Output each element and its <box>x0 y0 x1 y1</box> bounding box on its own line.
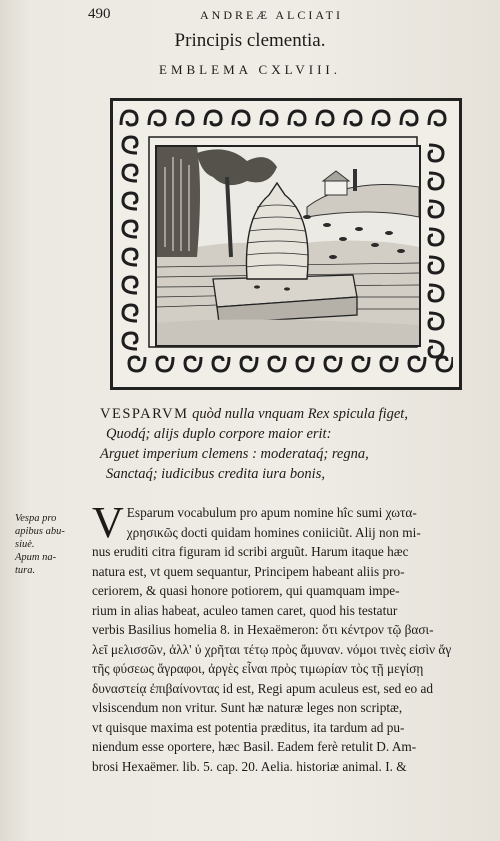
margin-note-line: Apum na- <box>15 552 57 563</box>
commentary-line: ceriorem, & quasi honore potiorem, qui quamquam impe- <box>92 583 400 598</box>
drop-cap: V <box>92 498 124 547</box>
commentary-line: λεῖ μελισσῶν, ἀλλ' ὐ χρῆται τέτῳ πρὸς ἄμυναν. νόμοι τινὲς εἰσὶν ἄγ <box>92 641 452 657</box>
commentary-line: nus eruditi citra figuram id scribi arguũt. Harum itaque hæc <box>92 544 409 559</box>
epigram-verse <box>100 404 460 484</box>
marginal-note <box>15 512 85 577</box>
verse-line-1-text: quòd nulla vnquam Rex spicula figet, <box>188 406 408 422</box>
commentary-line: δυναστείᾳ ἐπιβαίνοντας id est, Regi apum aculeus est, sed eo ad <box>92 680 434 696</box>
commentary-line: rium in alias habeat, aculeo tamen caret, quod his testatur <box>92 602 398 618</box>
page-header <box>88 6 468 26</box>
verse-initial-word: VESPARVM <box>100 406 189 422</box>
verse-line-4: Sanctaq́; iudicibus credita iura bonis, <box>106 466 325 482</box>
commentary-line: χρησικῶς docti quidam homines coniiciũt. Alij non mi- <box>126 524 421 540</box>
emblem-woodcut <box>155 145 421 347</box>
running-title: ANDREÆ ALCIATI <box>200 8 343 22</box>
margin-note-line: siuè. <box>15 539 35 550</box>
margin-note-line: tura. <box>15 565 36 576</box>
ornamental-border <box>110 98 462 390</box>
commentary-line: vt quisque maxima est potentia præditus, ita tardum ad pu- <box>92 719 405 735</box>
verse-line-1 <box>100 404 460 424</box>
page-number: 490 <box>88 6 111 22</box>
commentary-line: Esparum vocabulum pro apum nomine hîc sumi χωτα- <box>126 505 417 520</box>
verse-line-3: Arguet imperium clemens : moderataq́; regna, <box>100 446 369 462</box>
commentary-text <box>92 498 486 776</box>
commentary-line: τῆς φύσεως ἄγραφοι, ἀργὲς εἶναι πρὸς τιμωρίαν τὸς τῇ μεγίσῃ <box>92 661 424 676</box>
beehive-illustration <box>157 147 419 345</box>
verse-line-2: Quodq́; alijs duplo corpore maior erit: <box>106 426 332 442</box>
emblem-motto: Principis clementia. <box>174 30 326 51</box>
margin-note-line: apibus abu- <box>15 526 65 537</box>
commentary-line: vlsiscendum non vritur. Sunt hæ naturæ leges non scriptæ, <box>92 700 403 715</box>
emblem-number: EMBLEMA CXLVIII. <box>159 62 341 77</box>
commentary-line: natura est, vt quem sequantur, Principem habeant aliis pro- <box>92 563 405 579</box>
commentary-line: niendum esse oportere, hæc Basil. Eadem ferè retulit D. Am- <box>92 739 417 754</box>
commentary-line: verbis Basilius homelia 8. in Hexaëmeron: ὅτι κέντρον τῷ βασι- <box>92 622 434 637</box>
margin-note-line: Vespa pro <box>15 513 57 524</box>
commentary-line: brosi Hexaëmer. lib. 5. cap. 20. Aelia. historiæ animal. I. & <box>92 758 407 774</box>
